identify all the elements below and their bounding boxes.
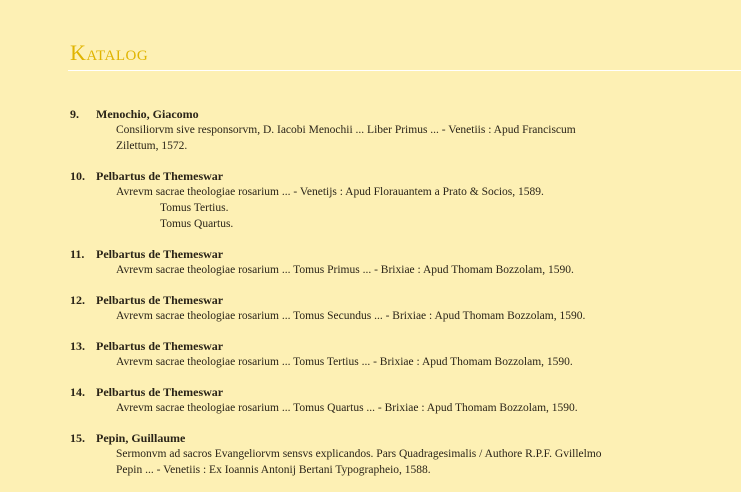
entry-description-line: Avrevm sacrae theologiae rosarium ... Tomus Secundus ... - Brixiae : Apud Thomam Bozzolam, 1590. (116, 310, 586, 322)
catalog-entry (70, 338, 670, 370)
entry-number: 14. (70, 385, 85, 399)
entry-heading (70, 384, 670, 400)
entry-heading (70, 106, 670, 122)
entry-author: Pelbartus de Themeswar (96, 169, 224, 183)
entry-number: 13. (70, 339, 85, 353)
entry-number: 11. (70, 247, 85, 261)
entry-number: 10. (70, 169, 85, 183)
entry-author: Pelbartus de Themeswar (96, 247, 224, 261)
entry-description-line: Consiliorvm sive responsorvm, D. Iacobi Menochii ... Liber Primus ... - Venetiis : Apud Franciscum (116, 124, 576, 136)
entry-number: 15. (70, 431, 85, 445)
entry-description-line: Avrevm sacrae theologiae rosarium ... Tomus Primus ... - Brixiae : Apud Thomam Bozzolam, 1590. (116, 264, 574, 276)
entry-author: Pelbartus de Themeswar (96, 385, 224, 399)
entry-description-line: Avrevm sacrae theologiae rosarium ... Tomus Tertius ... - Brixiae : Apud Thomam Bozzolam, 1590. (116, 356, 573, 368)
entry-description-line: Avrevm sacrae theologiae rosarium ... Tomus Quartus ... - Brixiae : Apud Thomam Bozzolam, 1590. (116, 402, 578, 414)
entry-heading (70, 246, 670, 262)
catalog-entry (70, 292, 670, 324)
entry-author: Pelbartus de Themeswar (96, 293, 224, 307)
catalog-entry (70, 246, 670, 278)
entry-heading (70, 430, 670, 446)
page-title: Katalog (70, 40, 149, 65)
entry-heading (70, 168, 670, 184)
entry-author: Pelbartus de Themeswar (96, 339, 224, 353)
catalog-entries (70, 106, 670, 492)
entry-number: 9. (70, 107, 79, 121)
entry-heading (70, 292, 670, 308)
entry-heading (70, 338, 670, 354)
entry-description-line: Sermonvm ad sacros Evangeliorvm sensvs explicandos. Pars Quadragesimalis / Authore R.P.F. Gvillelmo (116, 448, 602, 460)
entry-volume-line: Tomus Tertius. (160, 202, 229, 214)
entry-volume-line: Tomus Quartus. (160, 218, 234, 230)
entry-description-line: Zilettum, 1572. (116, 140, 188, 152)
entry-author: Pepin, Guillaume (96, 431, 186, 445)
catalog-entry (70, 430, 670, 478)
entry-description-line: Pepin ... - Venetiis : Ex Ioannis Antonij Bertani Typographeio, 1588. (116, 464, 431, 476)
catalog-entry (70, 384, 670, 416)
catalog-entry (70, 168, 670, 232)
entry-description-line: Avrevm sacrae theologiae rosarium ... - Venetijs : Apud Florauantem a Prato & Socios, 1589. (116, 186, 544, 198)
title-divider (68, 70, 741, 71)
catalog-entry (70, 106, 670, 154)
entry-number: 12. (70, 293, 85, 307)
entry-author: Menochio, Giacomo (96, 107, 199, 121)
